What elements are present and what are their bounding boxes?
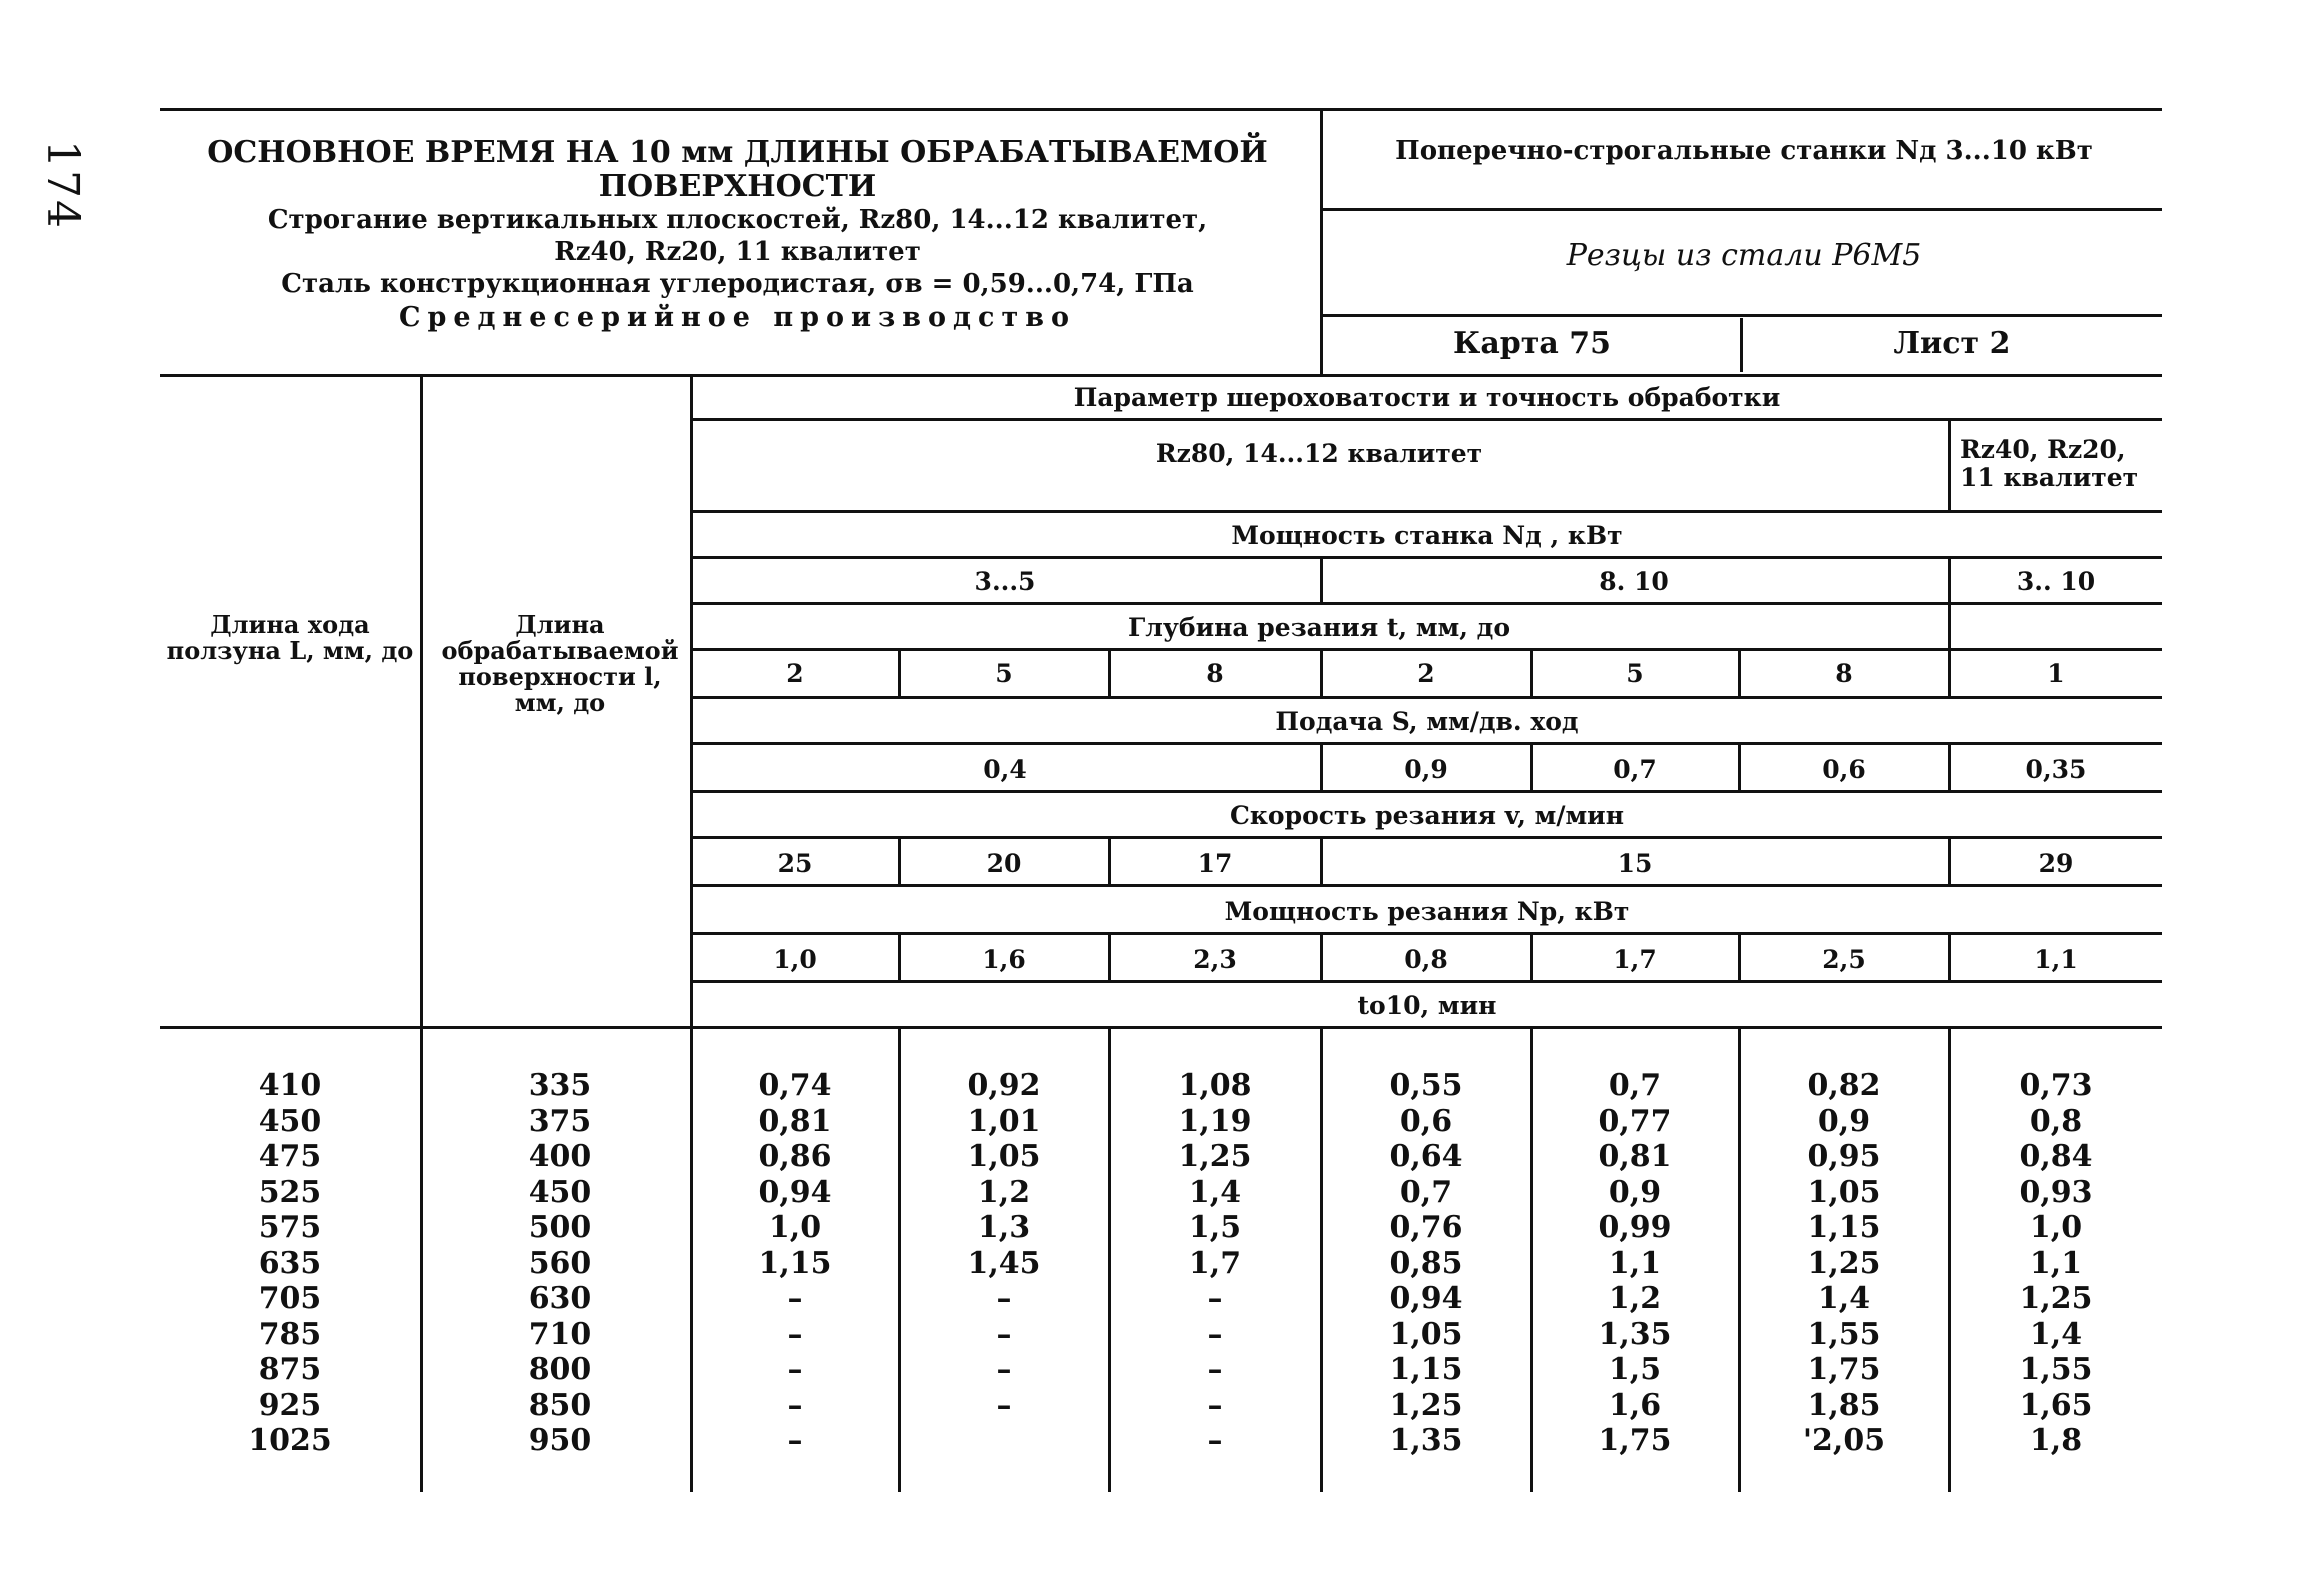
stroke-length-cell: 875: [258, 1352, 322, 1387]
time-col-2-cell: 1,01: [967, 1103, 1041, 1139]
time-col-2-cell: 1,45: [967, 1245, 1041, 1281]
time-col-1-cell: 0,74: [758, 1068, 832, 1103]
speed-value-2: 20: [986, 849, 1022, 878]
time-col-4-cell: 1,15: [1389, 1352, 1463, 1387]
time-col-7-cell: 0,84: [2019, 1139, 2093, 1174]
speed-value-4: 15: [1617, 849, 1653, 878]
cut-power-value-6: 2,5: [1822, 945, 1866, 974]
time-col-7-cell: 1,0: [2029, 1210, 2083, 1245]
time-col-4-cell: 1,05: [1389, 1316, 1463, 1352]
surface-length-cell: 400: [528, 1139, 592, 1174]
time-col-5-cell: 0,77: [1598, 1103, 1672, 1139]
time-col-2-cell: 1,05: [967, 1139, 1041, 1174]
depth-header: Глубина резания t, мм, до: [1128, 613, 1510, 642]
top-rule: [160, 108, 2162, 111]
stroke-length-cell: 525: [258, 1174, 322, 1210]
time-col-1-cell: 1,15: [758, 1245, 832, 1281]
time-col-2-cell: 1,2: [977, 1174, 1031, 1210]
cut-power-value-7: 1,1: [2034, 945, 2078, 974]
time-col-1-cell: –: [787, 1316, 803, 1352]
time-col-4-cell: 1,25: [1389, 1387, 1463, 1423]
time-col-5-cell: 0,7: [1608, 1068, 1662, 1103]
rule-cutpower-header: [690, 932, 2162, 935]
feed-value-3: 0,7: [1613, 755, 1657, 784]
surface-length-cell: 850: [528, 1387, 592, 1423]
time-col-1-cell: –: [787, 1387, 803, 1423]
stroke-length-cell: 705: [258, 1281, 322, 1316]
time-col-6-cell: 1,75: [1807, 1352, 1881, 1387]
depth-value-5: 5: [1626, 659, 1644, 688]
time-col-5-cell: 0,81: [1598, 1139, 1672, 1174]
time-col-7-cell: 0,73: [2019, 1068, 2093, 1103]
page-number: 174: [37, 140, 88, 230]
surface-length-cell: 800: [528, 1352, 592, 1387]
time-col-4-cell: 0,76: [1389, 1210, 1463, 1245]
card-label: Карта 75: [1453, 326, 1611, 361]
time-col-6-cell: 1,4: [1817, 1281, 1871, 1316]
time-col-7-cell: 1,25: [2019, 1281, 2093, 1316]
time-col-6-cell: '2,05: [1802, 1423, 1886, 1458]
speed-value-5: 29: [2038, 849, 2074, 878]
surface-length-cell: 335: [528, 1068, 592, 1103]
time-col-6-cell: 0,82: [1807, 1068, 1881, 1103]
time-col-5-cell: 1,1: [1608, 1245, 1662, 1281]
speed-header: Скорость резания v, м/мин: [1229, 801, 1625, 830]
time-col-4-cell: 0,85: [1389, 1245, 1463, 1281]
time-col-4-cell: 0,64: [1389, 1139, 1463, 1174]
time-col-1-cell: 0,86: [758, 1139, 832, 1174]
time-col-2-cell: –: [996, 1316, 1012, 1352]
surface-length-cell: 630: [528, 1281, 592, 1316]
feed-value-4: 0,6: [1822, 755, 1866, 784]
rule-depth-values: [690, 696, 2162, 699]
power-value-2: 8. 10: [1599, 567, 1669, 596]
feed-value-2: 0,9: [1404, 755, 1448, 784]
time-col-7-cell: 0,8: [2029, 1103, 2083, 1139]
feed-header: Подача S, мм/дв. ход: [1275, 707, 1579, 736]
production-type: Среднесерийное производство: [399, 302, 1076, 333]
time-col-3-cell: –: [1207, 1352, 1223, 1387]
machine-label: Поперечно-строгальные станки Nд 3...10 кВт: [1395, 136, 2093, 166]
cut-power-value-4: 0,8: [1404, 945, 1448, 974]
sheet-label: Лист 2: [1893, 326, 2011, 361]
rule-table-body: [160, 1026, 2162, 1029]
title-line-2: ПОВЕРХНОСТИ: [598, 169, 877, 204]
depth-value-1: 2: [786, 659, 804, 688]
title-line-1: ОСНОВНОЕ ВРЕМЯ НА 10 мм ДЛИНЫ ОБРАБАТЫВАЕМОЙ: [207, 135, 1268, 170]
time-col-3-cell: –: [1207, 1281, 1223, 1316]
rule-param: [690, 418, 2162, 421]
surface-length-cell: 710: [528, 1316, 592, 1352]
time-col-4-cell: 0,55: [1389, 1068, 1463, 1103]
time-col-3-cell: 1,4: [1188, 1174, 1242, 1210]
cut-power-header: Мощность резания Nр, кВт: [1224, 897, 1630, 926]
time-col-5-cell: 1,75: [1598, 1423, 1672, 1458]
time-col-4-cell: 0,6: [1399, 1103, 1453, 1139]
cut-power-value-3: 2,3: [1193, 945, 1237, 974]
time-col-1-cell: –: [787, 1423, 803, 1458]
stroke-length-cell: 410: [258, 1068, 322, 1103]
depth-value-2: 5: [995, 659, 1013, 688]
stroke-length-cell: 450: [258, 1103, 322, 1139]
time-col-1-cell: –: [787, 1352, 803, 1387]
time-col-2-cell: –: [996, 1387, 1012, 1423]
power-value-3: 3.. 10: [2016, 567, 2096, 596]
time-col-3-cell: –: [1207, 1316, 1223, 1352]
rule-speed-header: [690, 836, 2162, 839]
time-col-4-cell: 0,94: [1389, 1281, 1463, 1316]
subtitle-line-3: Сталь конструкционная углеродистая, σв = 0,59...0,74, ГПа: [281, 269, 1194, 299]
time-col-2-cell: –: [996, 1281, 1012, 1316]
param-header: Параметр шероховатости и точность обработки: [1073, 383, 1781, 412]
stroke-length-cell: 575: [258, 1210, 322, 1245]
time-col-3-cell: –: [1207, 1423, 1223, 1458]
time-col-5-cell: 0,99: [1598, 1210, 1672, 1245]
time-col-6-cell: 1,15: [1807, 1210, 1881, 1245]
stroke-length-cell: 635: [258, 1245, 322, 1281]
feed-value-5: 0,35: [2025, 755, 2087, 784]
time-col-1-cell: 0,94: [758, 1174, 832, 1210]
time-col-6-cell: 1,25: [1807, 1245, 1881, 1281]
depth-value-4: 2: [1417, 659, 1435, 688]
time-header: tо10, мин: [1357, 991, 1497, 1020]
rule-power-values: [690, 602, 2162, 605]
stroke-length-cell: 925: [258, 1387, 322, 1423]
depth-value-6: 8: [1835, 659, 1853, 688]
rule-power-header: [690, 556, 2162, 559]
cut-power-value-5: 1,7: [1613, 945, 1657, 974]
time-col-2-cell: –: [996, 1352, 1012, 1387]
col-header-stroke: Длина хода ползуна L, мм, до: [166, 610, 414, 665]
surface-length-cell: 500: [528, 1210, 592, 1245]
rule-feed-header: [690, 742, 2162, 745]
time-col-5-cell: 0,9: [1608, 1174, 1662, 1210]
time-col-7-cell: 1,8: [2029, 1423, 2083, 1458]
time-col-7-cell: 1,4: [2029, 1316, 2083, 1352]
header-divider: [1320, 108, 1323, 374]
cutter-rule: [1320, 314, 2162, 317]
time-col-7-cell: 1,65: [2019, 1387, 2093, 1423]
time-col-7-cell: 1,1: [2029, 1245, 2083, 1281]
feed-value-1: 0,4: [983, 755, 1027, 784]
time-col-5-cell: 1,2: [1608, 1281, 1662, 1316]
group-b-header: Rz40, Rz20, 11 квалитет: [1960, 435, 2139, 492]
stroke-length-cell: 785: [258, 1316, 322, 1352]
col-header-surface: Длина обрабатываемой поверхности l, мм, до: [441, 610, 679, 717]
time-col-6-cell: 1,55: [1807, 1316, 1881, 1352]
time-col-2-cell: 0,92: [967, 1068, 1041, 1103]
speed-value-1: 25: [777, 849, 813, 878]
rule-depth-header: [690, 648, 2162, 651]
time-col-3-cell: –: [1207, 1387, 1223, 1423]
time-col-1-cell: –: [787, 1281, 803, 1316]
time-col-3-cell: 1,08: [1178, 1068, 1252, 1103]
stroke-length-cell: 475: [258, 1139, 322, 1174]
machine-rule: [1320, 208, 2162, 211]
time-col-6-cell: 1,05: [1807, 1174, 1881, 1210]
surface-length-cell: 560: [528, 1245, 592, 1281]
time-col-1-cell: 0,81: [758, 1103, 832, 1139]
time-col-4-cell: 0,7: [1399, 1174, 1453, 1210]
time-col-3-cell: 1,19: [1178, 1103, 1252, 1139]
cutter-label: Резцы из стали Р6М5: [1566, 238, 1922, 273]
time-col-2-cell: 1,3: [977, 1210, 1031, 1245]
rule-group: [690, 510, 2162, 513]
stroke-length-cell: 1025: [248, 1423, 332, 1458]
subtitle-line-2: Rz40, Rz20, 11 квалитет: [554, 237, 921, 267]
time-col-3-cell: 1,5: [1188, 1210, 1242, 1245]
depth-value-7: 1: [2047, 659, 2065, 688]
rule-feed-values: [690, 790, 2162, 793]
surface-length-cell: 375: [528, 1103, 592, 1139]
time-col-7-cell: 1,55: [2019, 1352, 2093, 1387]
time-col-7-cell: 0,93: [2019, 1174, 2093, 1210]
surface-length-cell: 450: [528, 1174, 592, 1210]
speed-value-3: 17: [1197, 849, 1233, 878]
time-col-1-cell: 1,0: [768, 1210, 822, 1245]
subtitle-line-1: Строгание вертикальных плоскостей, Rz80, 14...12 квалитет,: [267, 205, 1208, 235]
group-a-header: Rz80, 14...12 квалитет: [1155, 439, 1483, 468]
cut-power-value-2: 1,6: [982, 945, 1026, 974]
time-col-5-cell: 1,6: [1608, 1387, 1662, 1423]
header-bottom-rule: [160, 374, 2162, 377]
time-col-6-cell: 1,85: [1807, 1387, 1881, 1423]
time-col-6-cell: 0,9: [1817, 1103, 1871, 1139]
depth-header-divider: [1948, 602, 1951, 648]
time-col-3-cell: 1,25: [1178, 1139, 1252, 1174]
depth-value-3: 8: [1206, 659, 1224, 688]
time-col-5-cell: 1,35: [1598, 1316, 1672, 1352]
rule-cutpower-values: [690, 980, 2162, 983]
time-col-3-cell: 1,7: [1188, 1245, 1242, 1281]
time-col-5-cell: 1,5: [1608, 1352, 1662, 1387]
time-col-4-cell: 1,35: [1389, 1423, 1463, 1458]
surface-length-cell: 950: [528, 1423, 592, 1458]
time-col-6-cell: 0,95: [1807, 1139, 1881, 1174]
header-title-block: [160, 136, 1315, 333]
col-line-stroke: [420, 374, 423, 1492]
rule-speed-values: [690, 884, 2162, 887]
cut-power-value-1: 1,0: [773, 945, 817, 974]
power-value-1: 3...5: [974, 567, 1036, 596]
power-header: Мощность станка Nд , кВт: [1231, 521, 1623, 550]
